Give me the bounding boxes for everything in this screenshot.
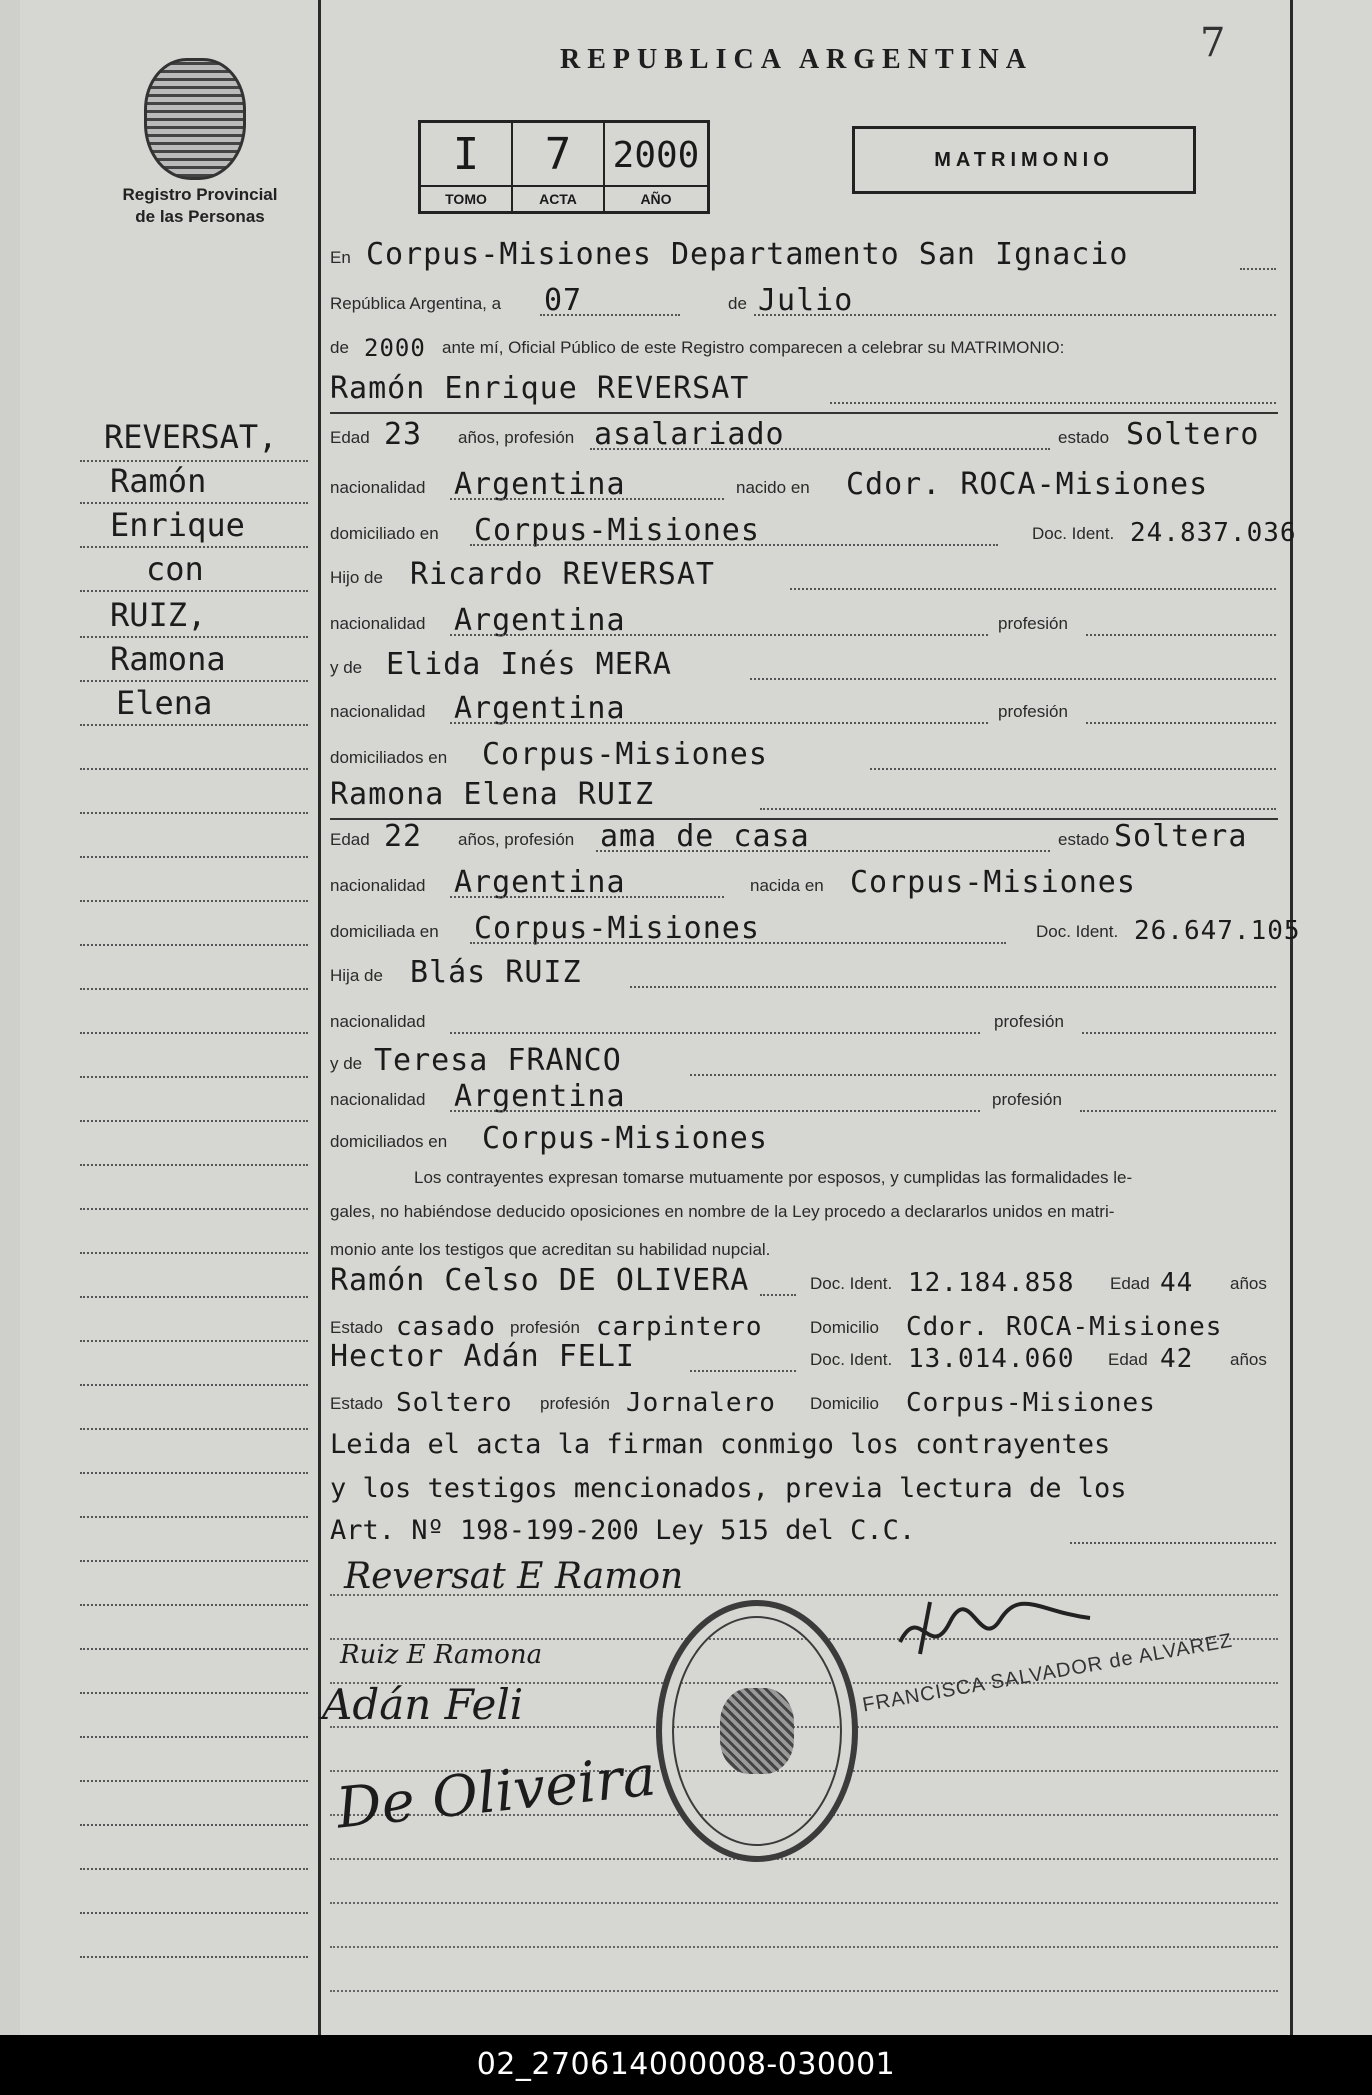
declaration-line-3: monio ante los testigos que acreditan su habilidad nupcial.	[330, 1240, 771, 1259]
document-type-box: MATRIMONIO	[852, 126, 1196, 194]
de-label: de	[728, 294, 747, 313]
bride-father-nat-row	[330, 1004, 1278, 1038]
profesion-label: profesión	[998, 614, 1068, 633]
page-title: REPUBLICA ARGENTINA	[560, 44, 1033, 75]
witness2-doc: 13.014.060	[908, 1344, 1075, 1374]
bride-name-row	[330, 777, 1278, 814]
edad-label: Edad	[330, 830, 370, 849]
opening-statement: ante mí, Oficial Público de este Registro comparecen a celebrar su MATRIMONIO:	[442, 338, 1065, 357]
opening-year-row	[330, 330, 1278, 364]
anios-label: años	[1230, 1350, 1267, 1369]
bride-nationality-row	[330, 865, 1278, 902]
edad-label: Edad	[1110, 1274, 1150, 1293]
margin-note-line: Ramona	[110, 640, 226, 678]
bride-doc: 26.647.105	[1134, 916, 1301, 946]
tomo-value: I	[452, 129, 480, 180]
acta-box	[418, 120, 710, 214]
domiciliado-label: domiciliado en	[330, 524, 439, 543]
closing-line	[330, 1514, 1278, 1548]
page-edge	[0, 0, 20, 2035]
witness1-age: 44	[1160, 1268, 1194, 1298]
page-number: 7	[1200, 20, 1226, 66]
bride-mother: Teresa FRANCO	[374, 1043, 622, 1078]
witness2-age: 42	[1160, 1344, 1194, 1374]
day-value: 07	[544, 283, 583, 318]
nacido-label: nacido en	[736, 478, 810, 497]
groom-doc: 24.837.036	[1130, 518, 1297, 548]
groom-mother-nationality: Argentina	[454, 691, 626, 726]
margin-note-line: Enrique	[110, 506, 245, 544]
bride-age: 22	[384, 819, 423, 854]
bride-nationality: Argentina	[454, 865, 626, 900]
margin-note-line: Elena	[116, 684, 213, 722]
tomo-label: TOMO	[421, 185, 511, 211]
witness1-doc: 12.184.858	[908, 1268, 1075, 1298]
groom-profession: asalariado	[594, 417, 785, 452]
place-value: Corpus-Misiones Departamento San Ignacio	[366, 237, 1129, 272]
edad-label: Edad	[1108, 1350, 1148, 1369]
document-id-footer: 02_270614000008-030001	[0, 2035, 1372, 2095]
nacionalidad-label: nacionalidad	[330, 614, 426, 633]
acta-cell	[513, 123, 605, 211]
y-de-label: y de	[330, 1054, 363, 1073]
margin-divider	[318, 0, 321, 2035]
nacionalidad-label: nacionalidad	[330, 876, 426, 895]
groom-parents-address: Corpus-Misiones	[482, 737, 768, 772]
margin-note-line: REVERSAT,	[104, 418, 278, 456]
groom-father: Ricardo REVERSAT	[410, 557, 715, 592]
closing-text: y los testigos mencionados, previa lectura de los	[330, 1473, 1127, 1504]
nacionalidad-label: nacionalidad	[330, 1090, 426, 1109]
estado-label: estado	[1058, 428, 1110, 447]
right-border	[1290, 0, 1293, 2035]
anios-label: años	[1230, 1274, 1267, 1293]
closing-line	[330, 1428, 1278, 1462]
groom-mother-row	[330, 647, 1278, 684]
witness2-profession: Jornalero	[626, 1388, 776, 1418]
registry-caption-2: de las Personas	[135, 207, 265, 226]
acta-value: 7	[544, 129, 572, 180]
groom-address-row	[330, 513, 1297, 550]
official-stamp-icon	[656, 1600, 858, 1862]
groom-nationality: Argentina	[454, 467, 626, 502]
month-value: Julio	[758, 283, 854, 318]
signature-bride: Ruiz E Ramona	[340, 1640, 543, 1670]
groom-mother: Elida Inés MERA	[386, 647, 672, 682]
witness1-status: casado	[396, 1312, 496, 1342]
witness2-name: Hector Adán FELI	[330, 1339, 635, 1374]
bride-parents-address-row	[330, 1121, 1278, 1158]
groom-age-row	[330, 417, 1278, 454]
domicilio-label: Domicilio	[810, 1394, 879, 1413]
profesion-label: profesión	[992, 1090, 1062, 1109]
republica-label: República Argentina, a	[330, 294, 502, 313]
groom-name-row	[330, 371, 1278, 408]
margin-note-line: Ramón	[110, 462, 207, 500]
profesion-label: profesión	[540, 1394, 610, 1413]
closing-text: Leida el acta la firman conmigo los contrayentes	[330, 1429, 1111, 1460]
en-label: En	[330, 248, 351, 267]
witness2-address: Corpus-Misiones	[906, 1388, 1156, 1418]
provincial-seal-icon	[144, 58, 246, 180]
estado-label: estado	[1058, 830, 1110, 849]
groom-status: Soltero	[1126, 417, 1260, 452]
closing-line	[330, 1472, 1278, 1506]
estado-label: Estado	[330, 1318, 383, 1337]
groom-father-nat-row	[330, 603, 1278, 640]
tomo-cell	[421, 123, 513, 211]
year-prefix-label: de	[330, 338, 349, 357]
bride-profession: ama de casa	[600, 819, 810, 854]
bride-age-row	[330, 819, 1278, 856]
profesion-label: años, profesión	[458, 830, 575, 849]
groom-mother-nat-row	[330, 691, 1278, 728]
nacida-label: nacida en	[750, 876, 824, 895]
bride-parents-address: Corpus-Misiones	[482, 1121, 768, 1156]
bride-birthplace: Corpus-Misiones	[850, 865, 1136, 900]
anio-value: 2000	[612, 135, 700, 176]
signature-witness-1: De Oliveira	[333, 1743, 659, 1842]
doc-label: Doc. Ident.	[810, 1350, 893, 1369]
profesion-label: profesión	[998, 702, 1068, 721]
bride-status: Soltera	[1114, 819, 1248, 854]
nacionalidad-label: nacionalidad	[330, 702, 426, 721]
hijo-label: Hijo de	[330, 568, 383, 587]
bride-mother-row	[330, 1043, 1278, 1080]
edad-label: Edad	[330, 428, 370, 447]
doc-label: Doc. Ident.	[810, 1274, 893, 1293]
witness2-detail-row	[330, 1386, 1278, 1420]
bride-father-row	[330, 955, 1278, 992]
groom-name: Ramón Enrique REVERSAT	[330, 371, 750, 406]
margin-note-line: RUIZ,	[110, 596, 207, 634]
witness1-name-row	[330, 1263, 1278, 1300]
groom-address: Corpus-Misiones	[474, 513, 760, 548]
profesion-label: profesión	[510, 1318, 580, 1337]
groom-birthplace: Cdor. ROCA-Misiones	[846, 467, 1209, 502]
declaration-line-1: Los contrayentes expresan tomarse mutuamente por esposos, y cumplidas las formalidades le-	[414, 1168, 1133, 1187]
groom-father-nationality: Argentina	[454, 603, 626, 638]
doc-label: Doc. Ident.	[1032, 524, 1115, 543]
bride-address: Corpus-Misiones	[474, 911, 760, 946]
stamp-emblem-icon	[720, 1688, 794, 1774]
opening-place-row	[330, 237, 1278, 274]
witness2-name-row	[330, 1339, 1278, 1376]
closing-text: Art. Nº 198-199-200 Ley 515 del C.C.	[330, 1515, 916, 1546]
estado-label: Estado	[330, 1394, 383, 1413]
profesion-label: años, profesión	[458, 428, 575, 447]
profesion-label: profesión	[994, 1012, 1064, 1031]
officer-name-stamp: FRANCISCA SALVADOR de ALVAREZ	[860, 1629, 1235, 1717]
signature-groom: Reversat E Ramon	[344, 1556, 684, 1597]
hija-label: Hija de	[330, 966, 383, 985]
official-signature-icon	[890, 1592, 1130, 1662]
year-value: 2000	[364, 334, 426, 362]
acta-label: ACTA	[513, 185, 603, 211]
bride-address-row	[330, 911, 1301, 948]
groom-divider	[330, 412, 1278, 414]
y-de-label: y de	[330, 658, 363, 677]
signature-witness-2: Adán Feli	[322, 1680, 524, 1729]
domiciliados-label: domiciliados en	[330, 748, 448, 767]
domiciliada-label: domiciliada en	[330, 922, 439, 941]
bride-name: Ramona Elena RUIZ	[330, 777, 655, 812]
declaration-line-2: gales, no habiéndose deducido oposiciones en nombre de la Ley procedo a declararlos unidos en matri-	[330, 1202, 1115, 1221]
domiciliados-label: domiciliados en	[330, 1132, 448, 1151]
bride-father: Blás RUIZ	[410, 955, 582, 990]
domicilio-label: Domicilio	[810, 1318, 879, 1337]
witness1-profession: carpintero	[596, 1312, 763, 1342]
groom-father-row	[330, 557, 1278, 594]
opening-date-row	[330, 283, 1278, 320]
groom-age: 23	[384, 417, 423, 452]
margin-note-line: con	[146, 550, 204, 588]
groom-parents-address-row	[330, 737, 1278, 774]
doc-label: Doc. Ident.	[1036, 922, 1119, 941]
bride-mother-nat-row	[330, 1079, 1278, 1116]
witness1-name: Ramón Celso DE OLIVERA	[330, 1263, 750, 1298]
registry-caption-1: Registro Provincial	[122, 185, 278, 204]
witness1-address: Cdor. ROCA-Misiones	[906, 1312, 1223, 1342]
nacionalidad-label: nacionalidad	[330, 478, 426, 497]
witness2-status: Soltero	[396, 1388, 513, 1418]
bride-mother-nationality: Argentina	[454, 1079, 626, 1114]
groom-nationality-row	[330, 467, 1278, 504]
anio-label: AÑO	[605, 185, 707, 211]
anio-cell	[605, 123, 707, 211]
nacionalidad-label: nacionalidad	[330, 1012, 426, 1031]
